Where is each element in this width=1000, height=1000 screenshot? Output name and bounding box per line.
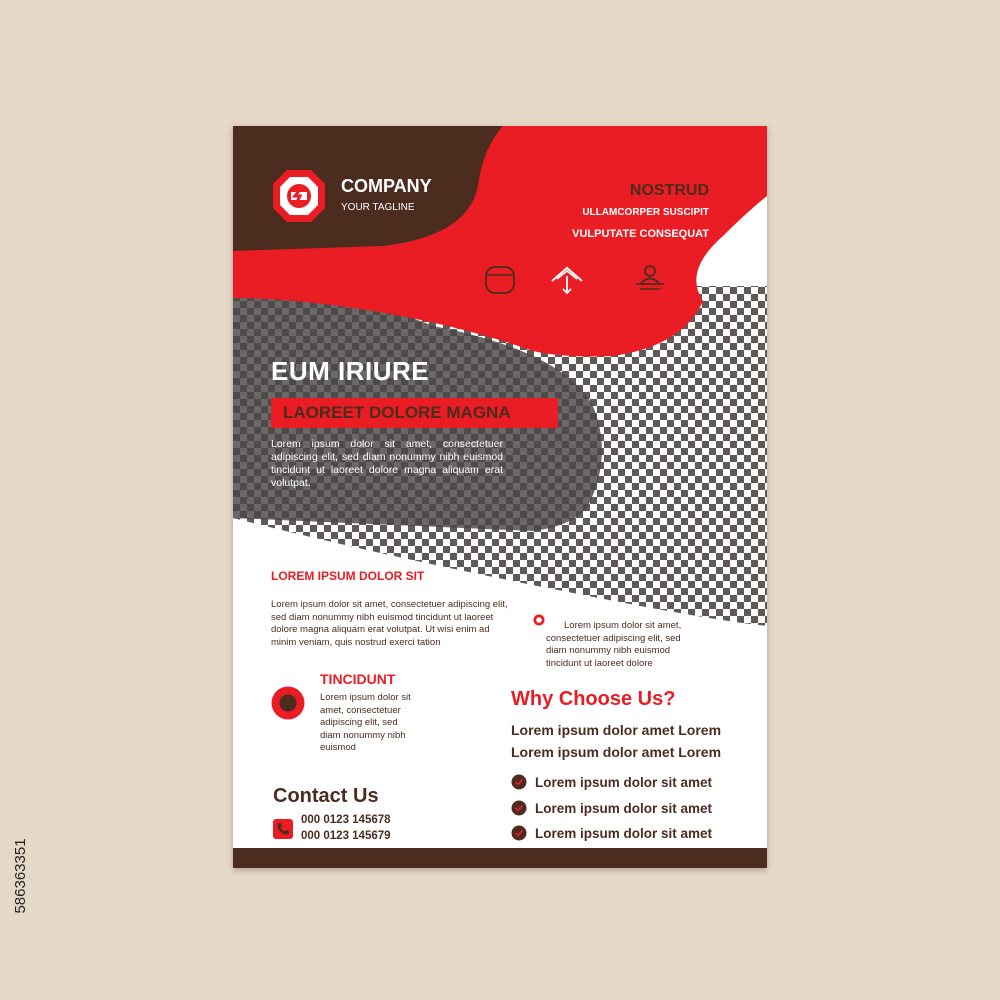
side-note-text: Lorem ipsum dolor sit amet, consectetuer adipiscing elit, sed diam nonummy nibh euismod tincidunt ut laoreet dolore (546, 620, 682, 669)
tincidunt-text: Lorem ipsum dolor sit amet, consectetuer adipiscing elit, sed diam nonummy nibh euismod (320, 692, 411, 753)
check-circle-icon (511, 800, 527, 816)
company-name: COMPANY (341, 176, 432, 196)
bottom-band (233, 848, 767, 868)
contact-title: Contact Us (273, 785, 379, 807)
stock-id-text: 586363351 (12, 838, 29, 914)
check-item (511, 774, 712, 790)
stock-id-label (12, 766, 30, 986)
check-item-label: Lorem ipsum dolor sit amet (535, 774, 713, 790)
header-title: NOSTRUD (629, 182, 709, 199)
octagon-logo-icon (271, 168, 327, 224)
phone-number: 000 0123 145678 (301, 814, 391, 826)
rounded-box-icon (481, 261, 519, 299)
person-desk-icon (631, 261, 669, 299)
flyer (233, 126, 767, 868)
house-arrow-icon (548, 261, 586, 299)
section-heading: LOREM IPSUM DOLOR SIT (271, 569, 425, 583)
bullet-circle-icon (533, 614, 545, 626)
hero-text: Lorem ipsum dolor sit amet, consectetuer adipiscing elit, sed diam nonummy nibh euismod tincidunt ut laoreet dolore magna aliquam erat volutpat. (271, 438, 503, 489)
hero-title: EUM IRIURE (271, 356, 430, 386)
company-tagline: YOUR TAGLINE (341, 202, 415, 213)
why-line: Lorem ipsum dolor amet Lorem (511, 744, 722, 760)
phone-number: 000 0123 145679 (301, 830, 391, 842)
check-item-label: Lorem ipsum dolor sit amet (535, 825, 713, 841)
why-heading: Why Choose Us? (511, 688, 676, 710)
phone-icon (273, 819, 293, 839)
check-circle-icon (511, 774, 527, 790)
check-item (511, 800, 712, 816)
header-line-2: VULPUTATE CONSEQUAT (572, 228, 709, 240)
check-item-label: Lorem ipsum dolor sit amet (535, 800, 713, 816)
check-circle-icon (511, 825, 527, 841)
section-text: Lorem ipsum dolor sit amet, consectetuer adipiscing elit, sed diam nonummy nibh euismod tincidunt ut laoreet dolore magna aliquam erat volutpat. Ut wisi enim ad minim veniam, quis nostrud exerci tation (271, 599, 508, 648)
check-item (511, 825, 712, 841)
header-line-1: ULLAMCORPER SUSCIPIT (582, 207, 709, 218)
tincidunt-heading: TINCIDUNT (320, 671, 396, 687)
target-circle-icon (271, 686, 305, 720)
hero-subtitle: LAOREET DOLORE MAGNA (283, 403, 511, 422)
why-line: Lorem ipsum dolor amet Lorem (511, 722, 722, 738)
